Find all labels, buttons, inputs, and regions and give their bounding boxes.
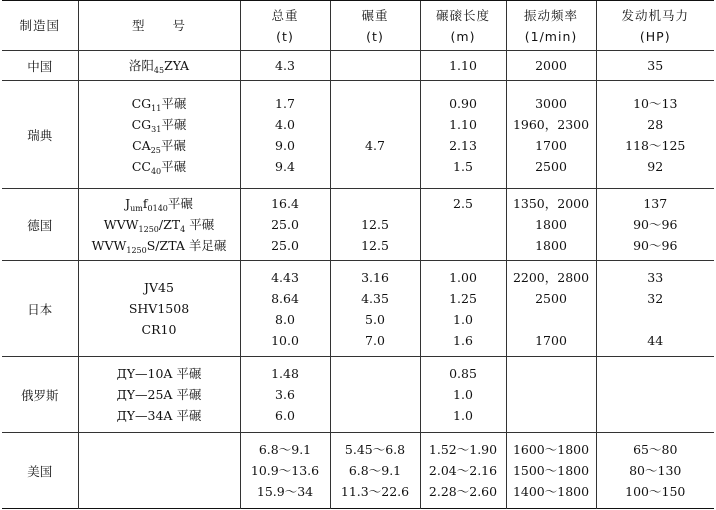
drum-length-value: 2.5 — [453, 196, 473, 211]
total-weight-cell — [240, 81, 330, 189]
drum-length-value: 1.5 — [453, 158, 473, 174]
roller-weight-value: 12.5 — [361, 238, 389, 253]
country-cell — [2, 357, 78, 433]
frequency-value: 1400～1800 — [512, 484, 590, 499]
frequency-value: 1960，2300 — [512, 116, 590, 132]
roller-weight-cell — [330, 357, 420, 433]
roller-spec-table — [2, 0, 714, 509]
country-cell — [2, 261, 78, 357]
table-row — [2, 189, 714, 261]
total-weight-cell — [240, 433, 330, 509]
model-name: $CC_{40}$平碾 — [131, 158, 187, 176]
model-name: SHV1508 — [128, 301, 190, 316]
roller-weight-value: 4.7 — [365, 137, 385, 153]
horsepower-value: 44 — [647, 332, 664, 348]
drum-length-value: 2.13 — [449, 137, 477, 153]
total-weight-cell — [240, 261, 330, 357]
total-weight-value: 3.6 — [275, 387, 295, 402]
drum-length-value: 2.04～2.16 — [428, 463, 498, 478]
drum-length-value: 1.52～1.90 — [428, 442, 498, 457]
country-name: 中国 — [27, 58, 53, 74]
roller-weight-value: 11.3～22.6 — [340, 484, 410, 499]
frequency-cell — [506, 81, 596, 189]
model-name: ДY—34A 平碾 — [116, 408, 202, 423]
model-cell — [78, 261, 240, 357]
total-weight-cell — [240, 51, 330, 81]
drum-length-value: 1.0 — [453, 408, 473, 423]
drum-length-value: 0.85 — [449, 366, 477, 381]
model-cell — [78, 51, 240, 81]
frequency-value: 1800 — [535, 238, 567, 253]
roller-weight-cell — [330, 51, 420, 81]
total-weight-value: 8.0 — [275, 311, 295, 327]
drum-length-cell — [420, 433, 506, 509]
country-cell — [2, 433, 78, 509]
horsepower-value: 10～13 — [633, 95, 678, 111]
country-cell — [2, 51, 78, 81]
horsepower-value: 90～96 — [633, 238, 678, 253]
horsepower-cell — [596, 51, 714, 81]
drum-length-cell — [420, 51, 506, 81]
drum-length-value: 1.0 — [453, 387, 473, 402]
total-weight-cell — [240, 357, 330, 433]
total-weight-value: 10.0 — [271, 332, 299, 348]
roller-weight-value — [331, 156, 420, 177]
frequency-value: 3000 — [535, 95, 567, 111]
horsepower-value: 118～125 — [625, 137, 686, 153]
frequency-value: 1700 — [535, 137, 567, 153]
total-weight-cell — [240, 189, 330, 261]
header-frequency: 振动频率 (1/min) — [506, 1, 596, 51]
roller-weight-value: 3.16 — [361, 269, 389, 285]
total-weight-value: 15.9～34 — [256, 484, 314, 499]
horsepower-value: 65～80 — [633, 442, 678, 457]
roller-weight-value: 12.5 — [361, 217, 389, 232]
total-weight-value: 1.7 — [275, 95, 295, 111]
drum-length-value: 1.6 — [453, 332, 473, 348]
roller-weight-value — [331, 193, 420, 214]
horsepower-value — [597, 309, 715, 330]
table-row — [2, 261, 714, 357]
frequency-cell — [506, 51, 596, 81]
frequency-cell — [506, 261, 596, 357]
model-name: $J_{um}f_{0140}$平碾 — [125, 196, 193, 213]
total-weight-value: 6.0 — [275, 408, 295, 423]
frequency-value: 1350，2000 — [512, 196, 590, 211]
horsepower-value: 137 — [643, 196, 668, 211]
frequency-value — [507, 309, 596, 330]
horsepower-value: 92 — [647, 158, 664, 174]
horsepower-value: 100～150 — [625, 484, 686, 499]
total-weight-value: 16.4 — [271, 196, 299, 211]
drum-length-value: 0.90 — [449, 95, 477, 111]
frequency-value: 1800 — [535, 217, 567, 232]
horsepower-cell — [596, 433, 714, 509]
total-weight-value: 10.9～13.6 — [250, 463, 320, 478]
drum-length-value: 1.00 — [449, 269, 477, 285]
roller-weight-cell — [330, 433, 420, 509]
frequency-value: 2500 — [535, 290, 567, 306]
drum-length-cell — [420, 81, 506, 189]
country-cell — [2, 81, 78, 189]
total-weight-value: 9.4 — [275, 158, 295, 174]
model-cell — [78, 357, 240, 433]
drum-length-value: 2.28～2.60 — [428, 484, 498, 499]
drum-length-value: 1.10 — [449, 58, 477, 73]
model-name: 洛阳$_{45}$ZYA — [128, 58, 190, 75]
drum-length-cell — [420, 357, 506, 433]
drum-length-cell — [420, 189, 506, 261]
model-name: $CG_{11}$平碾 — [131, 95, 187, 113]
model-cell — [78, 433, 240, 509]
model-name: CR10 — [141, 322, 177, 337]
drum-length-cell — [420, 261, 506, 357]
table-row — [2, 357, 714, 433]
header-country: 制造国 — [2, 1, 78, 51]
total-weight-value: 4.0 — [275, 116, 295, 132]
total-weight-value: 4.43 — [271, 269, 299, 285]
roller-weight-value — [331, 93, 420, 114]
horsepower-cell — [596, 357, 714, 433]
roller-weight-cell — [330, 189, 420, 261]
country-name: 日本 — [27, 301, 53, 317]
table-row — [2, 433, 714, 509]
drum-length-value: 1.10 — [449, 116, 477, 132]
header-drum-length: 碾磙长度 (m) — [420, 1, 506, 51]
table-row — [2, 81, 714, 189]
frequency-value: 1600～1800 — [512, 442, 590, 457]
frequency-cell — [506, 189, 596, 261]
frequency-cell — [506, 433, 596, 509]
drum-length-value — [421, 214, 506, 235]
total-weight-value: 6.8～9.1 — [258, 442, 312, 457]
total-weight-value: 8.64 — [271, 290, 299, 306]
total-weight-value: 1.48 — [271, 366, 299, 381]
total-weight-value: 25.0 — [271, 217, 299, 232]
horsepower-value: 32 — [647, 290, 664, 306]
total-weight-value: 9.0 — [275, 137, 295, 153]
horsepower-value: 33 — [647, 269, 664, 285]
frequency-value: 2200，2800 — [512, 269, 590, 285]
model-name: $WVW_{1250}S$/ZTA 羊足碾 — [91, 238, 227, 255]
horsepower-value: 80～130 — [629, 463, 682, 478]
horsepower-value: 35 — [647, 58, 664, 73]
model-cell — [78, 81, 240, 189]
roller-weight-value: 6.8～9.1 — [348, 463, 402, 478]
roller-weight-cell — [330, 81, 420, 189]
header-total-weight: 总重 (t) — [240, 1, 330, 51]
roller-weight-cell — [330, 261, 420, 357]
country-cell — [2, 189, 78, 261]
drum-length-value: 1.25 — [449, 290, 477, 306]
header-horsepower: 发动机马力 (HP) — [596, 1, 714, 51]
frequency-value: 1700 — [535, 332, 567, 348]
table-row — [2, 51, 714, 81]
model-name: $WVW_{1250}/ZT_4$ 平碾 — [103, 217, 215, 234]
country-name: 美国 — [27, 463, 53, 479]
model-name: $CA_{25}$平碾 — [132, 137, 186, 155]
horsepower-cell — [596, 189, 714, 261]
roller-weight-value: 7.0 — [365, 332, 385, 348]
model-name: $CG_{31}$平碾 — [131, 116, 187, 134]
model-cell — [78, 189, 240, 261]
roller-weight-value: 4.35 — [361, 290, 389, 306]
horsepower-value: 28 — [647, 116, 664, 132]
frequency-value: 2000 — [535, 58, 567, 73]
country-name: 俄罗斯 — [20, 387, 59, 403]
roller-weight-value: 5.0 — [365, 311, 385, 327]
roller-weight-value — [331, 114, 420, 135]
header-model: 型 号 — [78, 1, 240, 51]
header-roller-weight: 碾重 (t) — [330, 1, 420, 51]
horsepower-value: 90～96 — [633, 217, 678, 232]
total-weight-value: 4.3 — [275, 58, 295, 73]
horsepower-cell — [596, 261, 714, 357]
frequency-cell — [506, 357, 596, 433]
roller-weight-value: 5.45～6.8 — [344, 442, 406, 457]
header-row — [2, 1, 714, 51]
model-name: ДY—25A 平碾 — [116, 387, 202, 402]
model-name: ДY—10A 平碾 — [116, 366, 202, 381]
frequency-value: 2500 — [535, 158, 567, 174]
country-name: 德国 — [27, 217, 53, 233]
frequency-value: 1500～1800 — [512, 463, 590, 478]
horsepower-cell — [596, 81, 714, 189]
total-weight-value: 25.0 — [271, 238, 299, 253]
drum-length-value — [421, 235, 506, 256]
model-name: JV45 — [144, 280, 174, 295]
drum-length-value: 1.0 — [453, 311, 473, 327]
country-name: 瑞典 — [27, 127, 53, 143]
